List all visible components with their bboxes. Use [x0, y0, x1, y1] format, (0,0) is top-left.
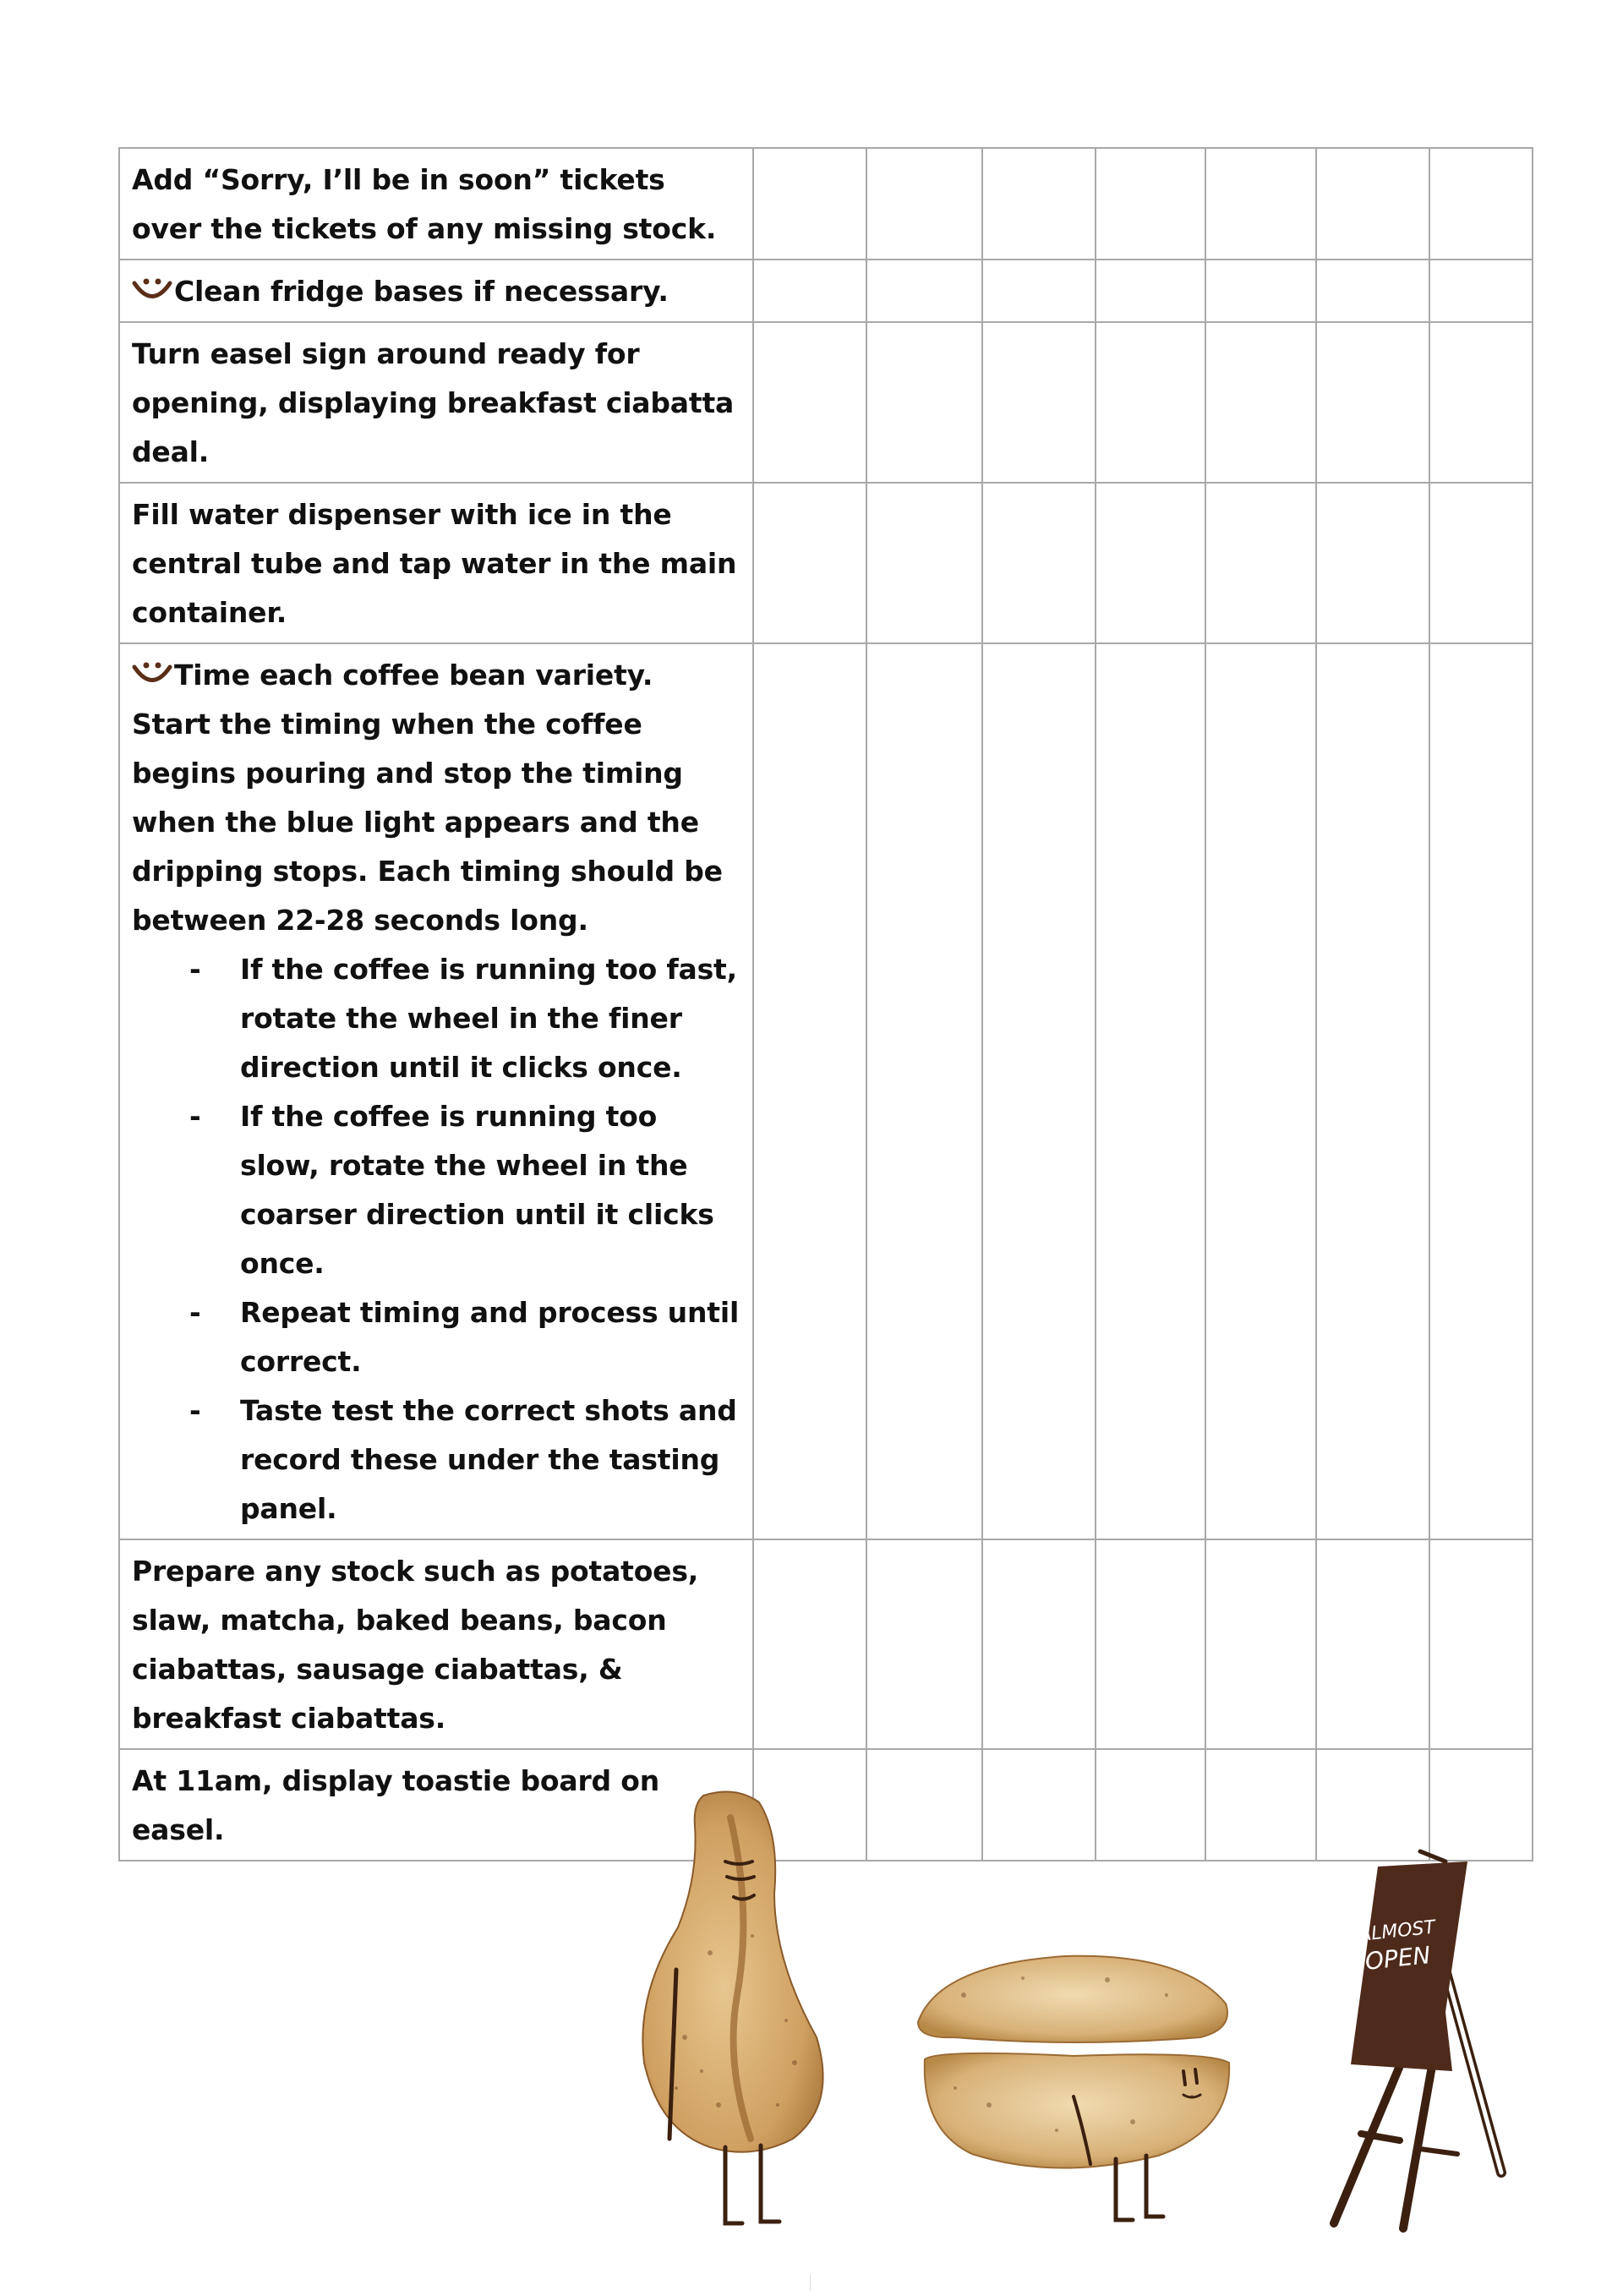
smiley-icon [132, 276, 172, 304]
checklist-row [119, 1539, 1533, 1749]
check-cell[interactable] [982, 643, 1096, 1539]
check-cell[interactable] [1316, 148, 1429, 260]
task-cell [119, 148, 753, 260]
task-cell [119, 1539, 753, 1749]
bullet-list [132, 945, 740, 1533]
check-cell[interactable] [982, 1539, 1096, 1749]
check-cell[interactable] [1316, 260, 1429, 322]
check-cell[interactable] [1096, 1749, 1205, 1861]
task-text: Fill water dispenser with ice in the central tube and tap water in the main container. [132, 498, 737, 629]
check-cell[interactable] [1096, 643, 1205, 1539]
check-cell[interactable] [1316, 643, 1429, 1539]
bullet-item: - If the coffee is running too slow, rotate the wheel in the coarser direction until it clicks once. [132, 1092, 740, 1288]
checklist-row [119, 322, 1533, 483]
check-cell[interactable] [866, 260, 982, 322]
task-text: Prepare any stock such as potatoes, slaw, matcha, baked beans, bacon ciabattas, sausage ciabattas, & breakfast ciabattas. [132, 1555, 699, 1735]
check-cell[interactable] [1205, 1539, 1316, 1749]
check-cell[interactable] [982, 483, 1096, 643]
easel-sign-line-1: ALMOST [1358, 1916, 1437, 1946]
check-cell[interactable] [1096, 483, 1205, 643]
check-cell[interactable] [866, 643, 982, 1539]
easel-sign-line-2: OPEN [1363, 1941, 1432, 1976]
check-cell[interactable] [753, 483, 866, 643]
check-cell[interactable] [1429, 643, 1533, 1539]
check-cell[interactable] [1096, 1539, 1205, 1749]
bullet-item: - Taste test the correct shots and record these under the tasting panel. [132, 1386, 740, 1533]
check-cell[interactable] [1205, 322, 1316, 483]
bullet-item: - If the coffee is running too fast, rotate the wheel in the finer direction until it clicks once. [132, 945, 740, 1092]
task-text: At 11am, display toastie board on easel. [132, 1764, 659, 1846]
check-cell[interactable] [982, 1749, 1096, 1861]
check-cell[interactable] [1429, 322, 1533, 483]
check-cell[interactable] [1316, 322, 1429, 483]
checklist-row [119, 260, 1533, 322]
bullet-item: - Repeat timing and process until correct. [132, 1288, 740, 1386]
check-cell[interactable] [1429, 1539, 1533, 1749]
check-cell[interactable] [866, 148, 982, 260]
check-cell[interactable] [753, 148, 866, 260]
check-cell[interactable] [1205, 483, 1316, 643]
task-text: Time each coffee bean variety. Start the timing when the coffee begins pouring and stop the timing when the blue light appears and the dripping stops. Each timing should be between 22-28 seconds long. [132, 659, 723, 937]
easel-sign-illustration [1319, 1843, 1522, 2240]
check-cell[interactable] [982, 260, 1096, 322]
checklist-row [119, 148, 1533, 260]
check-cell[interactable] [1429, 483, 1533, 643]
coffee-bean-character-illustration [626, 1784, 845, 2240]
checklist-row [119, 643, 1533, 1539]
check-cell[interactable] [982, 322, 1096, 483]
check-cell[interactable] [1096, 260, 1205, 322]
check-cell[interactable] [866, 483, 982, 643]
check-cell[interactable] [1205, 1749, 1316, 1861]
check-cell[interactable] [753, 260, 866, 322]
smiley-icon [132, 659, 172, 688]
check-cell[interactable] [866, 322, 982, 483]
ciabatta-character-illustration [904, 1944, 1243, 2232]
check-cell[interactable] [1429, 260, 1533, 322]
check-cell[interactable] [1205, 148, 1316, 260]
check-cell[interactable] [866, 1539, 982, 1749]
task-cell [119, 260, 753, 322]
task-cell [119, 322, 753, 483]
task-text: Clean fridge bases if necessary. [174, 275, 669, 308]
check-cell[interactable] [1096, 322, 1205, 483]
task-cell [119, 643, 753, 1539]
check-cell[interactable] [753, 1539, 866, 1749]
check-cell[interactable] [1205, 643, 1316, 1539]
check-cell[interactable] [753, 643, 866, 1539]
task-text: Turn easel sign around ready for opening, displaying breakfast ciabatta deal. [132, 337, 735, 468]
check-cell[interactable] [1205, 260, 1316, 322]
task-text: Add “Sorry, I’ll be in soon” tickets over the tickets of any missing stock. [132, 163, 717, 245]
task-cell [119, 483, 753, 643]
check-cell[interactable] [1316, 1539, 1429, 1749]
check-cell[interactable] [866, 1749, 982, 1861]
check-cell[interactable] [982, 148, 1096, 260]
daily-checklist-table [118, 147, 1533, 1861]
check-cell[interactable] [1316, 483, 1429, 643]
check-cell[interactable] [1096, 148, 1205, 260]
check-cell[interactable] [753, 322, 866, 483]
checklist-row [119, 483, 1533, 643]
page-divider-mark [810, 2274, 811, 2291]
check-cell[interactable] [1429, 148, 1533, 260]
